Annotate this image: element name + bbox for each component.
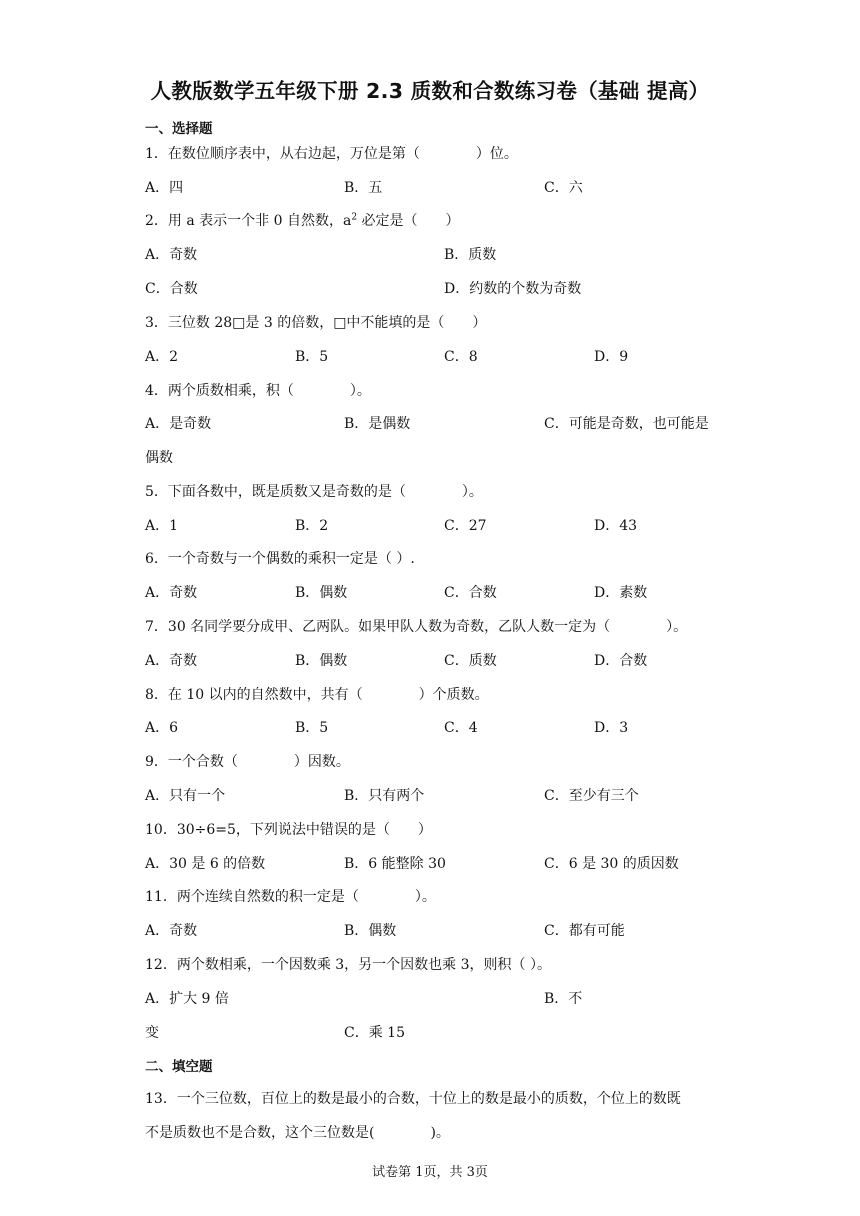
q3-option-b[interactable]: B．5 [295, 349, 329, 365]
q1-option-a[interactable]: A．四 [145, 180, 184, 196]
q7-option-c[interactable]: C．质数 [444, 653, 497, 669]
q1-option-c[interactable]: C．六 [544, 180, 583, 196]
question-1: 1．在数位顺序表中，从右边起，万位是第（ ）位。 [145, 146, 518, 162]
q10-option-b[interactable]: B．6 能整除 30 [344, 856, 446, 872]
q12-option-b[interactable]: B．不 [544, 991, 583, 1007]
exponent: 2 [351, 212, 358, 223]
q6-option-b[interactable]: B．偶数 [295, 585, 348, 601]
q8-option-d[interactable]: D．3 [594, 720, 629, 736]
q8-option-c[interactable]: C．4 [444, 720, 478, 736]
q6-option-a[interactable]: A．奇数 [145, 585, 198, 601]
q10-option-a[interactable]: A．30 是 6 的倍数 [145, 856, 266, 872]
q3-option-c[interactable]: C．8 [444, 349, 478, 365]
question-13-continuation: 不是质数也不是合数，这个三位数是( )。 [145, 1125, 450, 1141]
question-7: 7．30 名同学要分成甲、乙两队。如果甲队人数为奇数，乙队人数一定为（ ）。 [145, 619, 688, 635]
question-10: 10．30÷6=5，下列说法中错误的是（ ） [145, 822, 432, 838]
q11-option-a[interactable]: A．奇数 [145, 923, 198, 939]
q6-option-d[interactable]: D．素数 [594, 585, 648, 601]
q2-option-c[interactable]: C．合数 [145, 281, 198, 297]
q12-option-c[interactable]: C．乘 15 [344, 1025, 405, 1041]
q4-option-a[interactable]: A．是奇数 [145, 416, 212, 432]
q9-option-c[interactable]: C．至少有三个 [544, 788, 639, 804]
page-footer: 试卷第 1页，共 3页 [372, 1165, 488, 1180]
q10-option-c[interactable]: C．6 是 30 的质因数 [544, 856, 679, 872]
q5-option-b[interactable]: B．2 [295, 518, 329, 534]
q3-option-a[interactable]: A．2 [145, 349, 179, 365]
q2-option-b[interactable]: B．质数 [444, 247, 497, 263]
question-3: 3．三位数 28□是 3 的倍数，□中不能填的是（ ） [145, 315, 487, 331]
q4-option-b[interactable]: B．是偶数 [344, 416, 411, 432]
q7-option-a[interactable]: A．奇数 [145, 653, 198, 669]
q12-option-b-continuation: 变 [145, 1025, 159, 1041]
q11-option-c[interactable]: C．都有可能 [544, 923, 625, 939]
q5-option-d[interactable]: D．43 [594, 518, 638, 534]
section-heading-fill: 二、填空题 [145, 1059, 213, 1075]
q5-option-c[interactable]: C．27 [444, 518, 487, 534]
q9-option-b[interactable]: B．只有两个 [344, 788, 425, 804]
q6-option-c[interactable]: C．合数 [444, 585, 497, 601]
q2-option-d[interactable]: D．约数的个数为奇数 [444, 281, 582, 297]
question-2: 2．用 a 表示一个非 0 自然数，$a^2$ 必定是（ ） [145, 212, 460, 229]
q7-option-d[interactable]: D．合数 [594, 653, 648, 669]
q2-option-a[interactable]: A．奇数 [145, 247, 198, 263]
question-6: 6．一个奇数与一个偶数的乘积一定是（ ）. [145, 551, 415, 567]
question-12: 12．两个数相乘，一个因数乘 3，另一个因数也乘 3，则积（ ）。 [145, 957, 551, 973]
q5-option-a[interactable]: A．1 [145, 518, 179, 534]
q12-option-a[interactable]: A．扩大 9 倍 [145, 991, 229, 1007]
q8-option-b[interactable]: B．5 [295, 720, 329, 736]
question-5: 5．下面各数中，既是质数又是奇数的是（ ）。 [145, 484, 483, 500]
section-heading-choice: 一、选择题 [145, 121, 213, 137]
question-4: 4．两个质数相乘，积（ ）。 [145, 383, 371, 399]
q9-option-a[interactable]: A．只有一个 [145, 788, 226, 804]
question-9: 9．一个合数（ ）因数。 [145, 754, 350, 770]
question-13: 13．一个三位数，百位上的数是最小的合数，十位上的数是最小的质数，个位上的数既 [145, 1091, 681, 1107]
q11-option-b[interactable]: B．偶数 [344, 923, 397, 939]
q4-option-c-continuation: 偶数 [145, 450, 173, 466]
q4-option-c[interactable]: C．可能是奇数，也可能是 [544, 416, 709, 432]
page-title: 人教版数学五年级下册 2.3 质数和合数练习卷（基础 提高） [150, 79, 710, 103]
q8-option-a[interactable]: A．6 [145, 720, 179, 736]
q3-option-d[interactable]: D．9 [594, 349, 629, 365]
question-11: 11．两个连续自然数的积一定是（ ）。 [145, 889, 436, 905]
q7-option-b[interactable]: B．偶数 [295, 653, 348, 669]
question-8: 8．在 10 以内的自然数中，共有（ ）个质数。 [145, 687, 489, 703]
q1-option-b[interactable]: B．五 [344, 180, 383, 196]
